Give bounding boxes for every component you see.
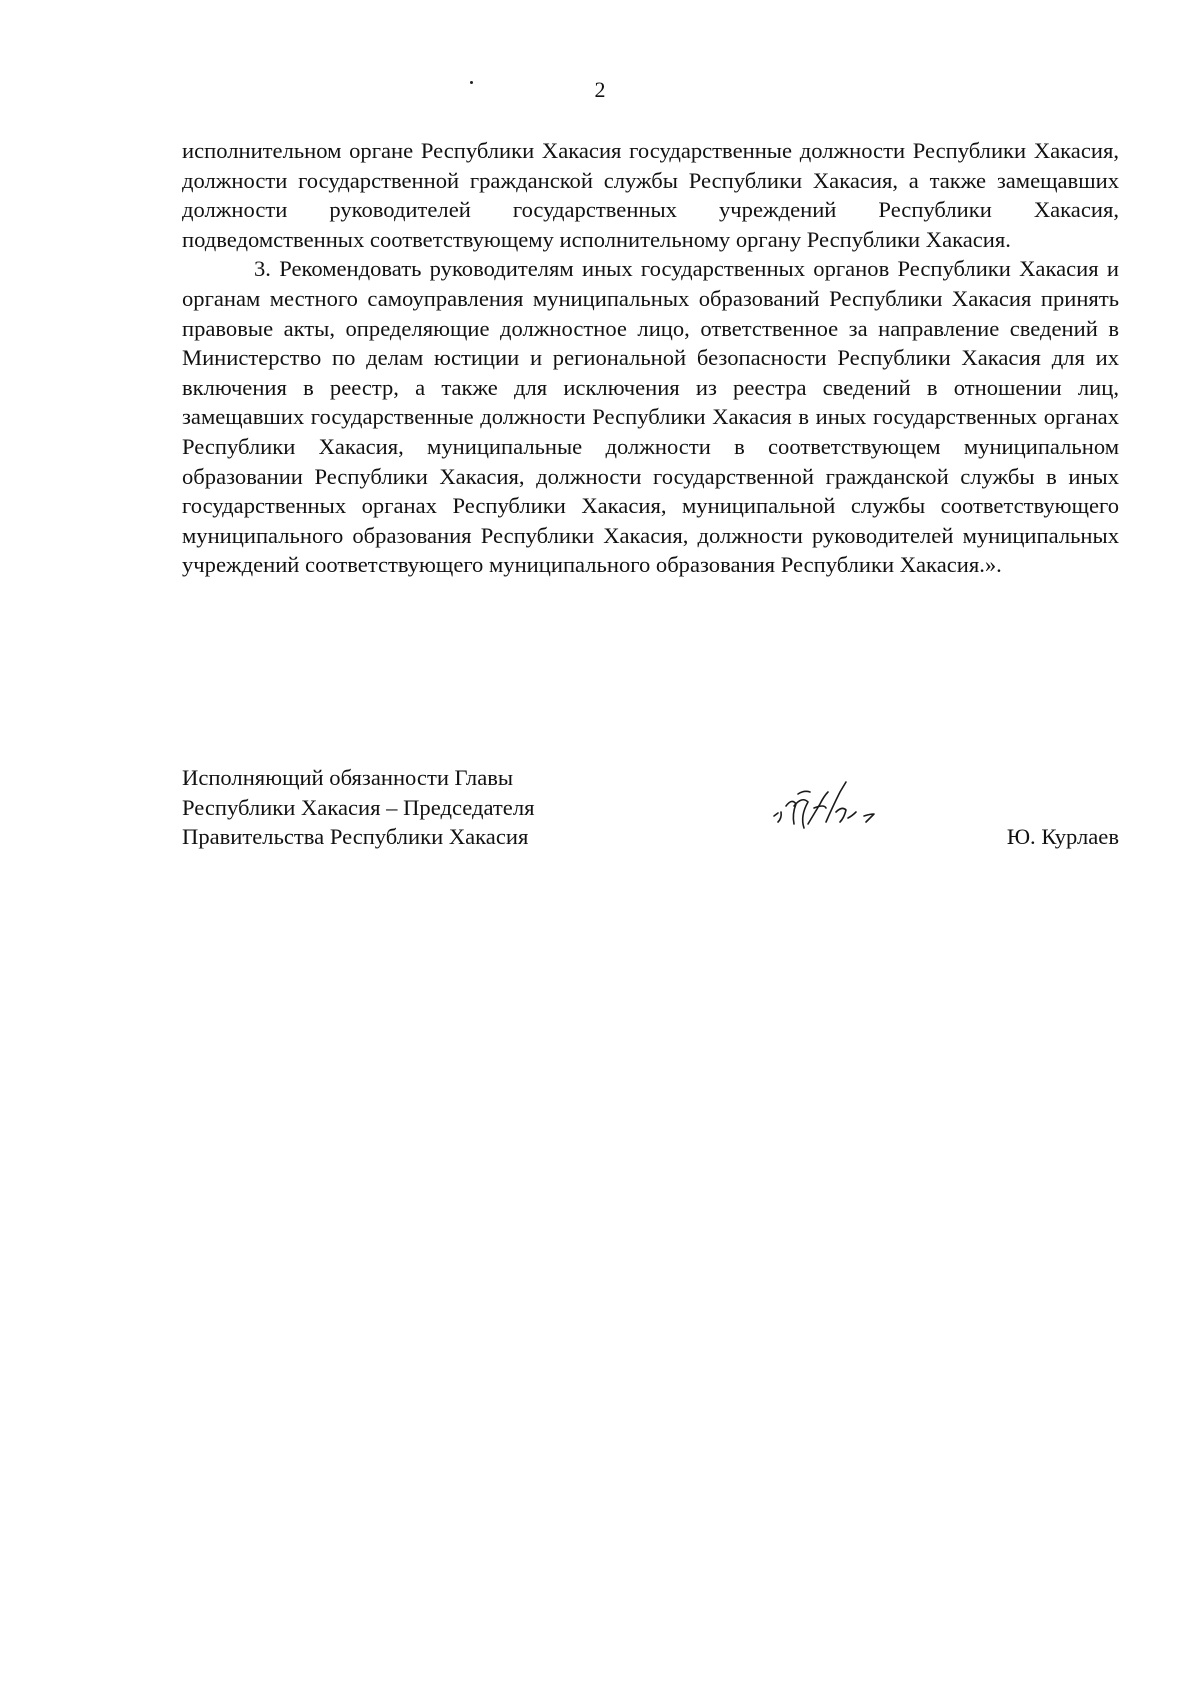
paragraph-3: 3. Рекомендовать руководителям иных государственных органов Республики Хакасия и органам местного самоуправления муниципальных образований Республики Хакасия принять правовые акты, определяющие должностное лицо, ответственное за направление сведений в Министерство по делам юстиции и региональной безопасности Республики Хакасия для их включения в реестр, а также для исключения из реестра сведений в отношении лиц, замещавших государственные должности Республики Хакасия в иных государственных органах Республики Хакасия, муниципальные должности в соответствующем муниципальном образовании Республики Хакасия, должности государственной гражданской службы в иных государственных органах Республики Хакасия, муниципальной службы соответствующего муниципального образования Республики Хакасия, должности руководителей муниципальных учреждений соответствующего муниципального образования Республики Хакасия.».	[182, 256, 1119, 578]
signatory-position	[182, 763, 535, 852]
signatory-position-line: Правительства Республики Хакасия	[182, 824, 529, 850]
paragraph-continuation: исполнительном органе Республики Хакасия государственные должности Республики Хакасия, должности государственной гражданской службы Республики Хакасия, а также замещавших должности руководителей государственных учреждений Республики Хакасия, подведомственных соответствующему исполнительному органу Республики Хакасия.	[182, 138, 1119, 252]
page-number: 2	[594, 77, 606, 102]
handwritten-signature	[768, 776, 898, 846]
signatory-name: Ю. Курлаев	[1006, 824, 1119, 849]
signatory-position-line: Республики Хакасия – Председателя	[182, 794, 535, 820]
signatory-position-line: Исполняющий обязанности Главы	[182, 765, 514, 790]
document-body	[182, 136, 1119, 580]
